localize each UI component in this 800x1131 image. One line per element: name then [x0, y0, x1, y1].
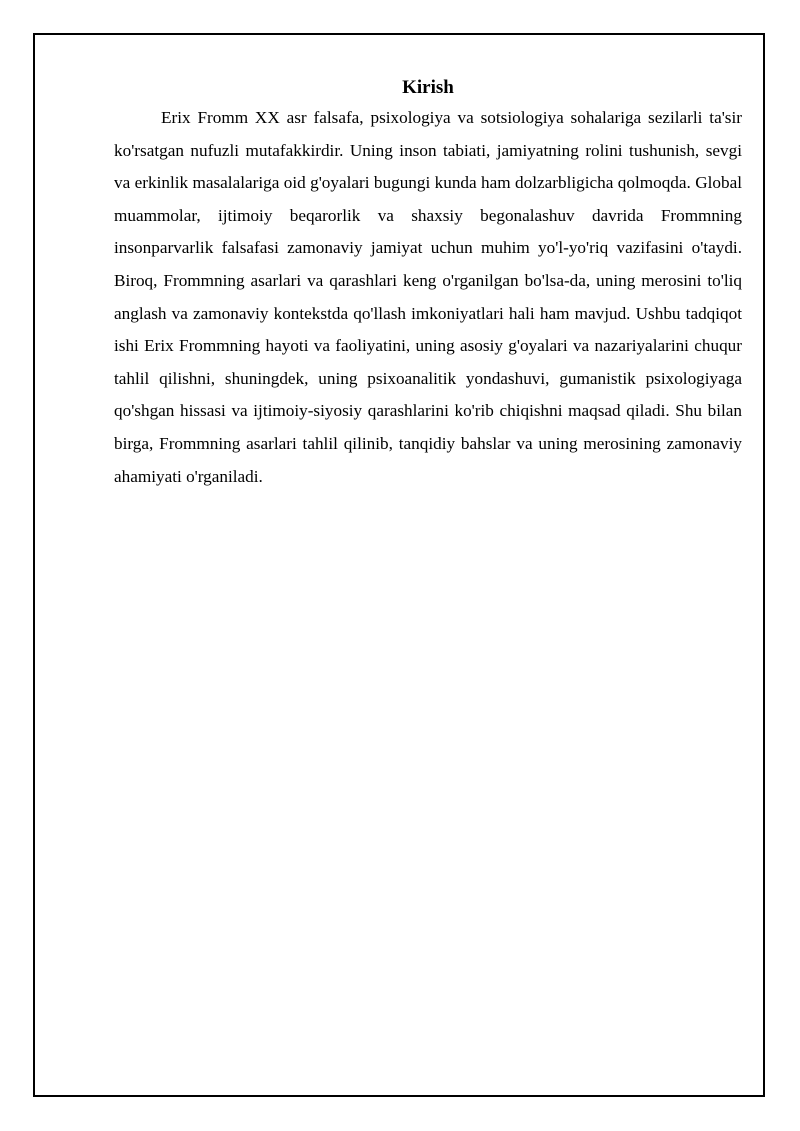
section-title: Kirish [402, 77, 454, 98]
document-body [114, 76, 742, 493]
body-paragraph: Erix Fromm XX asr falsafa, psixologiya va sotsiologiya sohalariga sezilarli ta'sir ko'rsatgan nufuzli mutafakkirdir. Uning inson tabiati, jamiyatning rolini tushunish, sevgi va erkinlik masalalariga oid g'oyalari bugungi kunda ham dolzarbligicha qolmoqda. Global muammolar, ijtimoiy beqarorlik va shaxsiy begonalashuv davrida Frommning insonparvarlik falsafasi zamonaviy jamiyat uchun muhim yo'l-yo'riq vazifasini o'taydi. Biroq, Frommning asarlari va qarashlari keng o'rganilgan bo'lsa-da, uning merosini to'liq anglash va zamonaviy kontekstda qo'llash imkoniyatlari hali ham mavjud. Ushbu tadqiqot ishi Erix Frommning hayoti va faoliyatini, uning asosiy g'oyalari va nazariyalarini chuqur tahlil qilishni, shuningdek, uning psixoanalitik yondashuvi, gumanistik psixologiyaga qo'shgan hissasi va ijtimoiy-siyosiy qarashlarini ko'rib chiqishni maqsad qiladi. Shu bilan birga, Frommning asarlari tahlil qilinib, tanqidiy bahslar va uning merosining zamonaviy ahamiyati o'rganiladi. [114, 108, 742, 486]
